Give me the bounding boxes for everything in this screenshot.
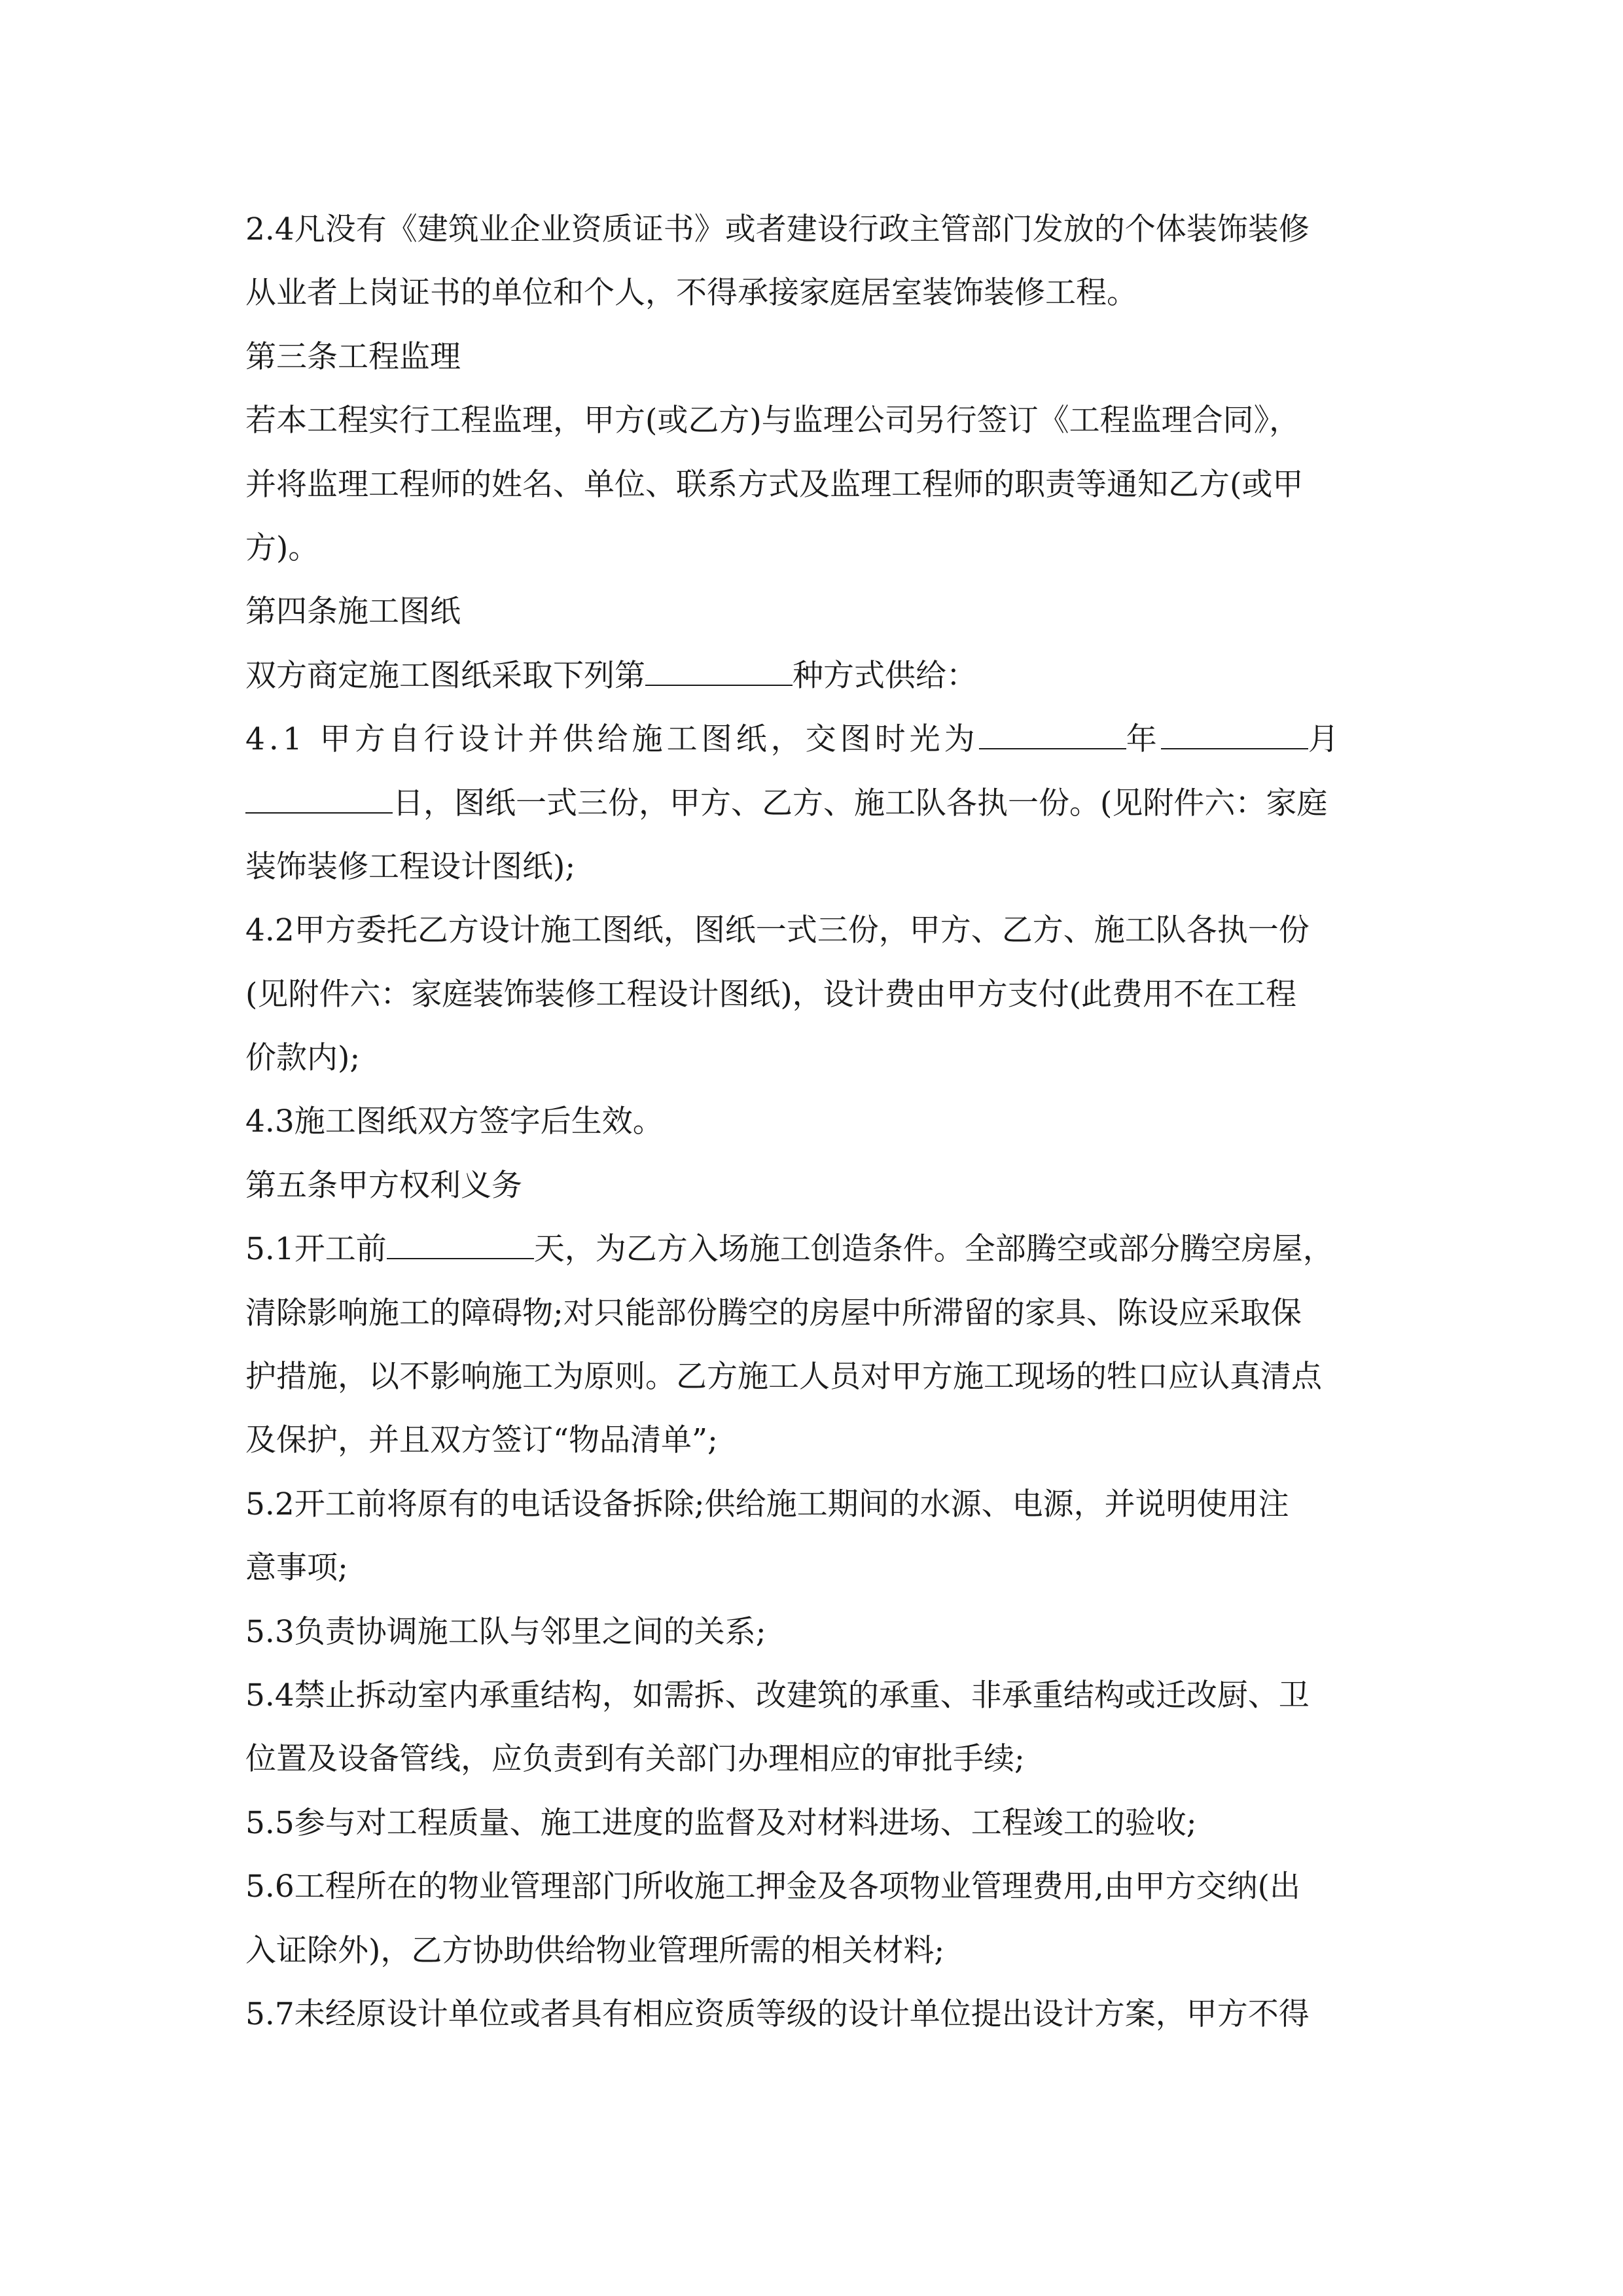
paragraph-line: 清除影响施工的障碍物;对只能部份腾空的房屋中所滞留的家具、陈设应采取保: [245, 1295, 1302, 1331]
paragraph-line: 入证除外)，乙方协助供给物业管理所需的相关材料;: [245, 1932, 945, 1969]
fill-in-blank-year[interactable]: [979, 719, 1126, 749]
section-heading: 第四条施工图纸: [245, 594, 461, 630]
paragraph-line: 5.6工程所在的物业管理部门所收施工押金及各项物业管理费用,由甲方交纳(出: [245, 1869, 1301, 1905]
paragraph-line: 2.4凡没有《建筑业企业资质证书》或者建设行政主管部门发放的个体装饰装修: [245, 211, 1310, 247]
paragraph-line: 5.5参与对工程质量、施工进度的监督及对材料进场、工程竣工的验收;: [245, 1804, 1197, 1841]
paragraph-line: 从业者上岗证书的单位和个人，不得承接家庭居室装饰装修工程。: [245, 275, 1137, 312]
paragraph-line: 意事项;: [245, 1550, 348, 1587]
section-heading: 第三条工程监理: [245, 338, 461, 375]
line-text: 日，图纸一式三份，甲方、乙方、施工队各执一份。(见附件六：家庭: [393, 785, 1328, 821]
paragraph-line-with-blank: [245, 644, 1378, 708]
paragraph-line: 4.2甲方委托乙方设计施工图纸，图纸一式三份，甲方、乙方、施工队各执一份: [245, 912, 1310, 949]
paragraph-line: 价款内);: [245, 1040, 361, 1077]
line-text: 天，为乙方入场施工创造条件。全部腾空或部分腾空房屋，: [533, 1231, 1334, 1268]
paragraph-line: 装饰装修工程设计图纸);: [245, 848, 576, 885]
fill-in-blank-day[interactable]: [245, 783, 393, 814]
line-text: 4.1 甲方自行设计并供给施工图纸，交图时光为: [245, 721, 979, 758]
paragraph-line: 5.4禁止拆动室内承重结构，如需拆、改建筑的承重、非承重结构或迁改厨、卫: [245, 1677, 1310, 1713]
document-body: [245, 198, 1378, 2046]
line-text: 年: [1126, 721, 1161, 758]
paragraph-line: 并将监理工程师的姓名、单位、联系方式及监理工程师的职责等通知乙方(或甲: [245, 466, 1304, 503]
line-text: 5.1开工前: [245, 1231, 387, 1268]
section-heading: 第五条甲方权利义务: [245, 1167, 522, 1204]
paragraph-line: 5.2开工前将原有的电话设备拆除;供给施工期间的水源、电源，并说明使用注: [245, 1486, 1289, 1522]
paragraph-line: 若本工程实行工程监理，甲方(或乙方)与监理公司另行签订《工程监理合同》，: [245, 403, 1300, 439]
paragraph-line: 位置及设备管线，应负责到有关部门办理相应的审批手续;: [245, 1741, 1025, 1778]
paragraph-line: (见附件六：家庭装饰装修工程设计图纸)，设计费由甲方支付(此费用不在工程: [245, 976, 1297, 1013]
paragraph-line: 4.3施工图纸双方签字后生效。: [245, 1103, 664, 1140]
paragraph-line-with-blanks: [245, 708, 1378, 771]
fill-in-blank[interactable]: [387, 1229, 534, 1260]
line-text: 月: [1308, 721, 1343, 758]
paragraph-line: 方)。: [245, 529, 319, 566]
paragraph-line-with-blank: [245, 772, 1378, 835]
paragraph-line: 5.7未经原设计单位或者具有相应资质等级的设计单位提出设计方案，甲方不得: [245, 1996, 1310, 2032]
fill-in-blank-month[interactable]: [1161, 719, 1308, 749]
paragraph-line-with-blank: [245, 1217, 1378, 1281]
paragraph-line: 护措施，以不影响施工为原则。乙方施工人员对甲方施工现场的牲口应认真清点: [245, 1359, 1322, 1395]
line-text: 双方商定施工图纸采取下列第: [245, 657, 645, 694]
paragraph-line: 5.3负责协调施工队与邻里之间的关系;: [245, 1613, 766, 1650]
line-text: 种方式供给：: [793, 657, 977, 694]
paragraph-line: 及保护，并且双方签订“物品清单”;: [245, 1422, 718, 1459]
fill-in-blank[interactable]: [645, 655, 793, 686]
